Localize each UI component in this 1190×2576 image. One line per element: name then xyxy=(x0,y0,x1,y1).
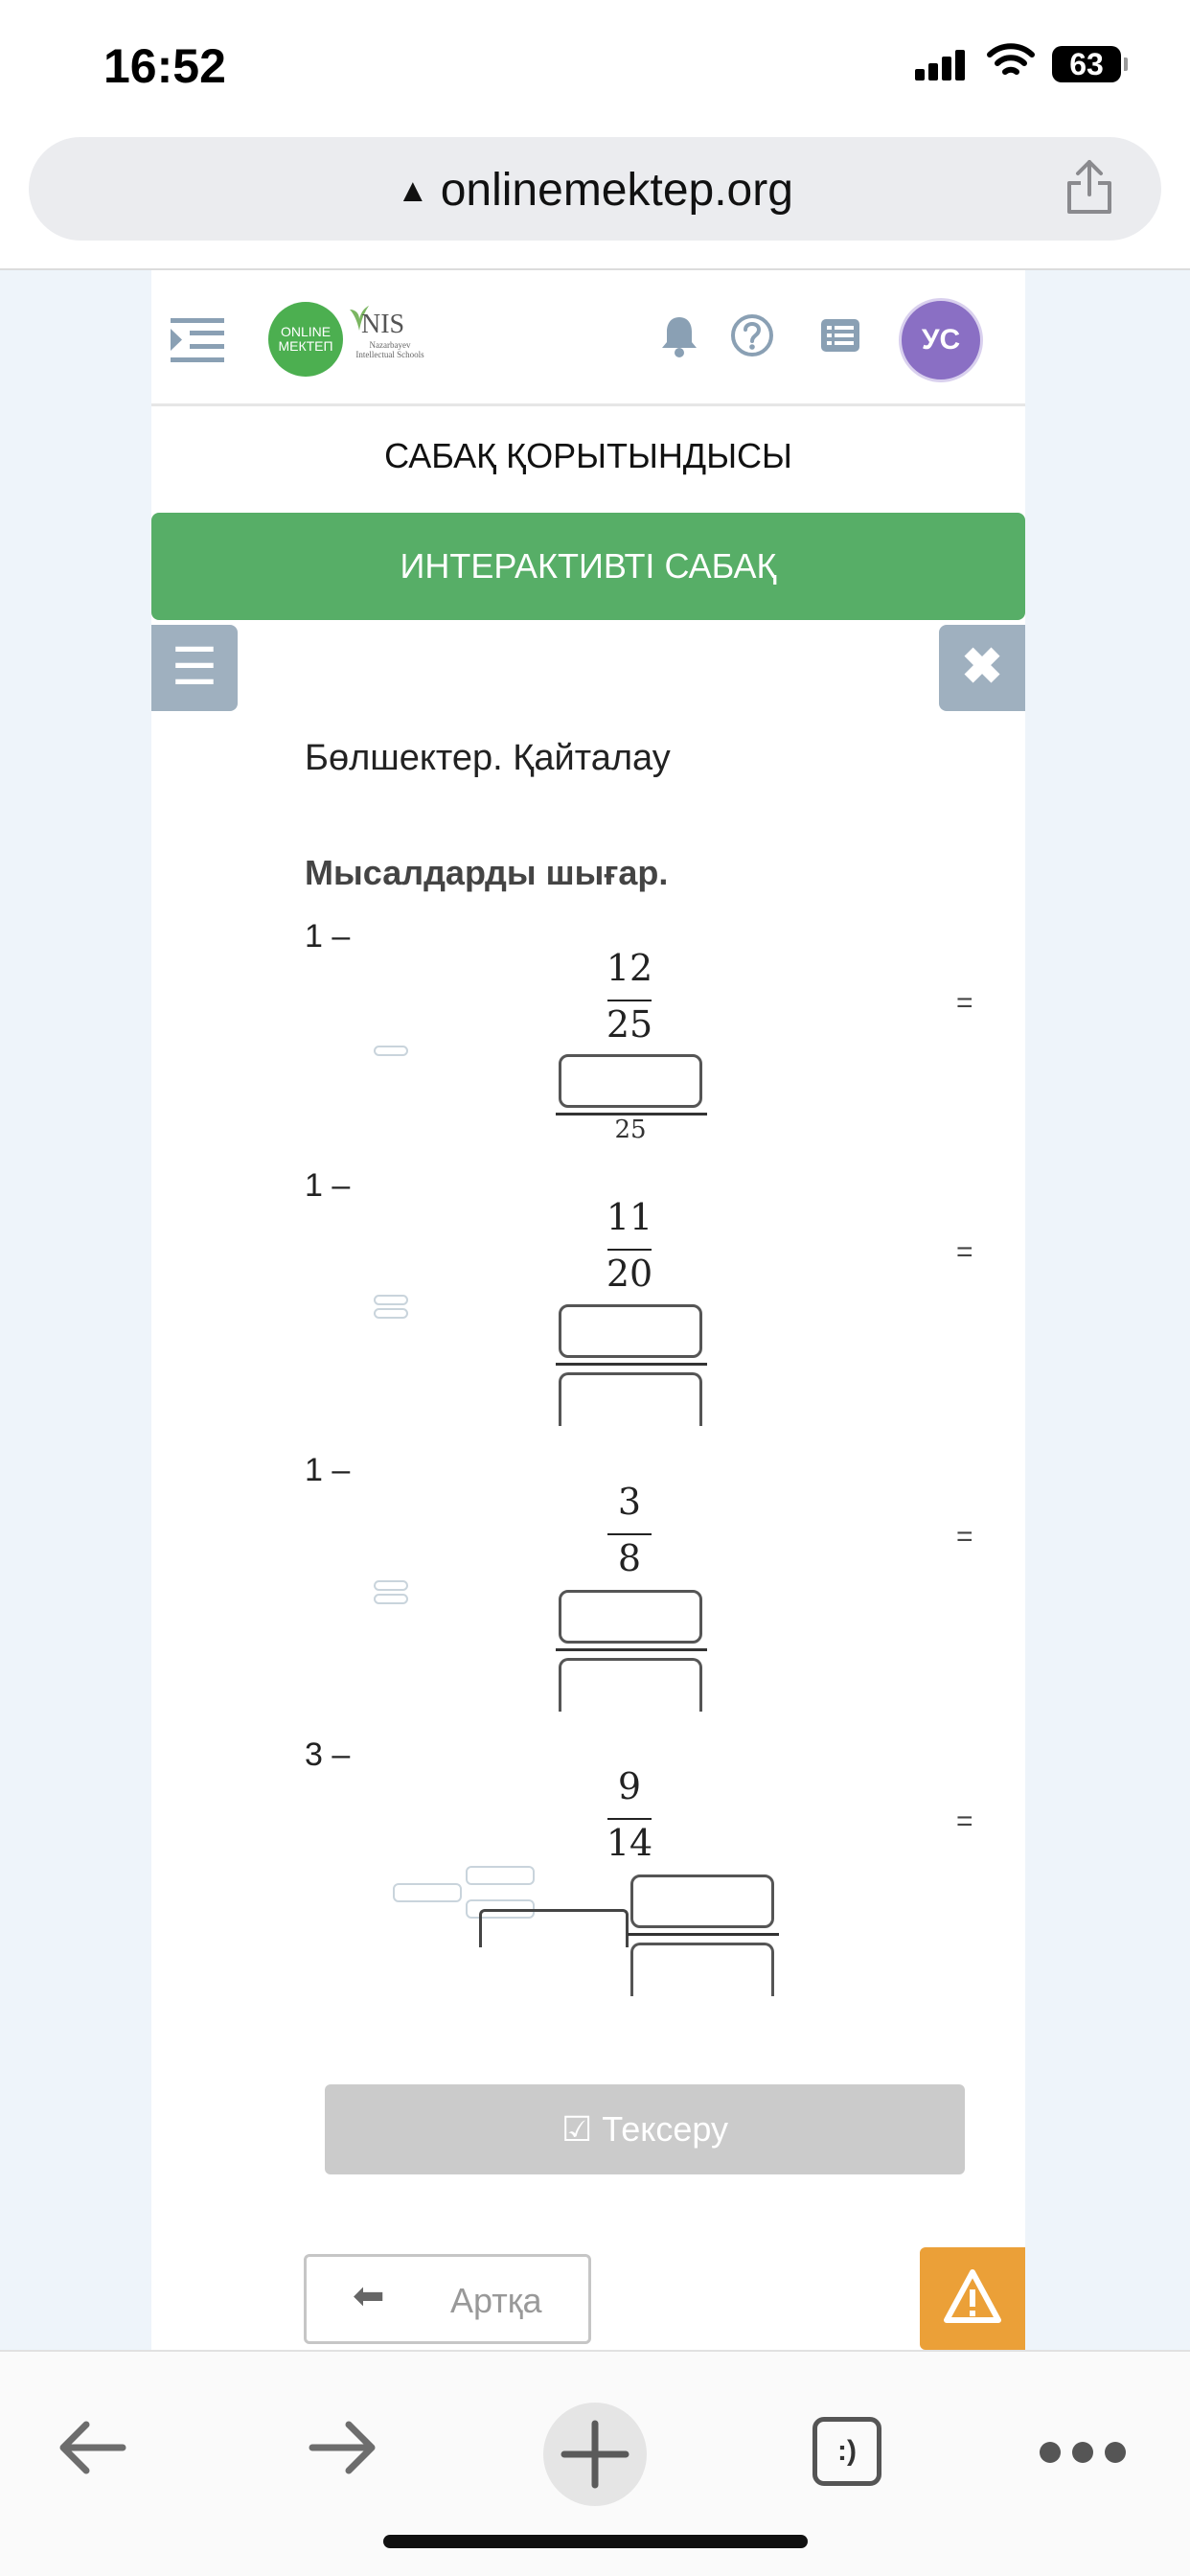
answer-numerator-input[interactable] xyxy=(559,1590,702,1644)
question-circle-icon[interactable] xyxy=(730,313,774,357)
answer-denominator: 25 xyxy=(614,1116,647,1144)
share-icon[interactable] xyxy=(1064,158,1115,216)
forward-arrow-icon[interactable] xyxy=(305,2409,381,2486)
answer-chip[interactable] xyxy=(374,1046,408,1056)
new-tab-button[interactable] xyxy=(543,2403,647,2506)
answer-fraction-bar xyxy=(556,1363,707,1366)
fraction-numerator: 12 xyxy=(606,947,653,989)
report-problem-button[interactable] xyxy=(920,2247,1025,2350)
battery-indicator: 63 xyxy=(1052,46,1121,82)
answer-chip[interactable] xyxy=(466,1866,535,1885)
answer-chip[interactable] xyxy=(374,1580,408,1591)
fraction-bar xyxy=(607,1249,652,1251)
side-menu-button[interactable]: ☰ xyxy=(151,625,238,711)
arrow-left-icon: ⬅ xyxy=(353,2275,385,2317)
checkbox-icon: ☑ xyxy=(561,2109,593,2149)
list-icon[interactable] xyxy=(818,313,862,357)
answer-numerator-input[interactable] xyxy=(559,1304,702,1358)
answer-fraction-bar xyxy=(628,1933,779,1936)
exercise-prefix: 1 – xyxy=(305,918,351,954)
online-mektep-logo[interactable]: ONLINE МЕКТЕП xyxy=(268,302,343,377)
answer-numerator-input[interactable] xyxy=(630,1874,774,1928)
fraction-denominator: 25 xyxy=(606,1003,653,1046)
answer-denominator-input[interactable] xyxy=(559,1658,702,1712)
equals-sign: = xyxy=(956,1806,973,1837)
exercise-prefix: 3 – xyxy=(305,1736,351,1773)
equals-sign: = xyxy=(956,1521,973,1552)
answer-denominator-input[interactable] xyxy=(630,1943,774,1996)
fraction-bar xyxy=(607,1818,652,1820)
tab-lesson-summary[interactable]: САБАҚ ҚОРЫТЫНДЫСЫ xyxy=(151,406,1025,506)
plus-icon xyxy=(543,2403,647,2506)
avatar[interactable]: УС xyxy=(899,298,983,382)
equals-sign: = xyxy=(956,987,973,1019)
answer-numerator-input[interactable] xyxy=(559,1054,702,1108)
warning-triangle-icon: ▲ xyxy=(397,172,429,209)
menu-toggle-icon[interactable] xyxy=(171,316,224,364)
answer-chip[interactable] xyxy=(374,1594,408,1604)
site-header xyxy=(151,270,1025,406)
close-button[interactable]: ✖ xyxy=(939,625,1025,711)
answer-chip[interactable] xyxy=(374,1295,408,1305)
fraction-denominator: 8 xyxy=(617,1537,642,1579)
fraction-numerator: 11 xyxy=(606,1196,653,1238)
instruction-text: Мысалдарды шығар. xyxy=(305,853,669,892)
answer-chip[interactable] xyxy=(393,1883,462,1902)
back-arrow-icon[interactable] xyxy=(54,2409,130,2486)
answer-chip[interactable] xyxy=(374,1308,408,1319)
tab-interactive-lesson[interactable]: ИНТЕРАКТИВТІ САБАҚ xyxy=(151,513,1025,620)
nis-logo-word: NIS xyxy=(361,310,405,339)
more-icon[interactable] xyxy=(1040,2442,1126,2465)
wifi-icon xyxy=(987,42,1035,80)
back-button-label: Артқа xyxy=(450,2281,542,2320)
fraction-denominator: 20 xyxy=(606,1253,653,1295)
equals-sign: = xyxy=(956,1236,973,1268)
nis-logo xyxy=(348,304,424,380)
answer-fraction-bar xyxy=(556,1648,707,1651)
fraction-numerator: 9 xyxy=(617,1765,642,1807)
exercise-prefix: 1 – xyxy=(305,1167,351,1204)
fraction-bar xyxy=(607,1533,652,1535)
status-time: 16:52 xyxy=(103,39,226,93)
fraction-bar xyxy=(607,1000,652,1001)
bell-icon[interactable] xyxy=(657,313,701,357)
back-button[interactable] xyxy=(304,2254,591,2344)
exercise-prefix: 1 – xyxy=(305,1452,351,1488)
check-button-label: Тексеру xyxy=(602,2109,729,2149)
address-bar[interactable] xyxy=(29,137,1161,241)
lesson-title: Бөлшектер. Қайталау xyxy=(305,738,671,778)
cellular-signal-icon xyxy=(915,50,969,80)
fraction-numerator: 3 xyxy=(617,1481,642,1523)
main-content xyxy=(151,270,1025,2350)
home-indicator xyxy=(383,2535,808,2548)
fraction-denominator: 14 xyxy=(606,1822,653,1864)
warning-icon xyxy=(920,2247,1025,2350)
answer-denominator-input[interactable] xyxy=(559,1372,702,1426)
tabs-button[interactable]: :) xyxy=(812,2417,881,2486)
bracket-line xyxy=(573,1909,629,1947)
url-text: onlinemektep.org xyxy=(440,165,793,216)
check-button[interactable] xyxy=(325,2084,965,2174)
status-bar xyxy=(0,0,1190,129)
nis-logo-subtitle: Nazarbayev Intellectual Schools xyxy=(355,340,424,359)
